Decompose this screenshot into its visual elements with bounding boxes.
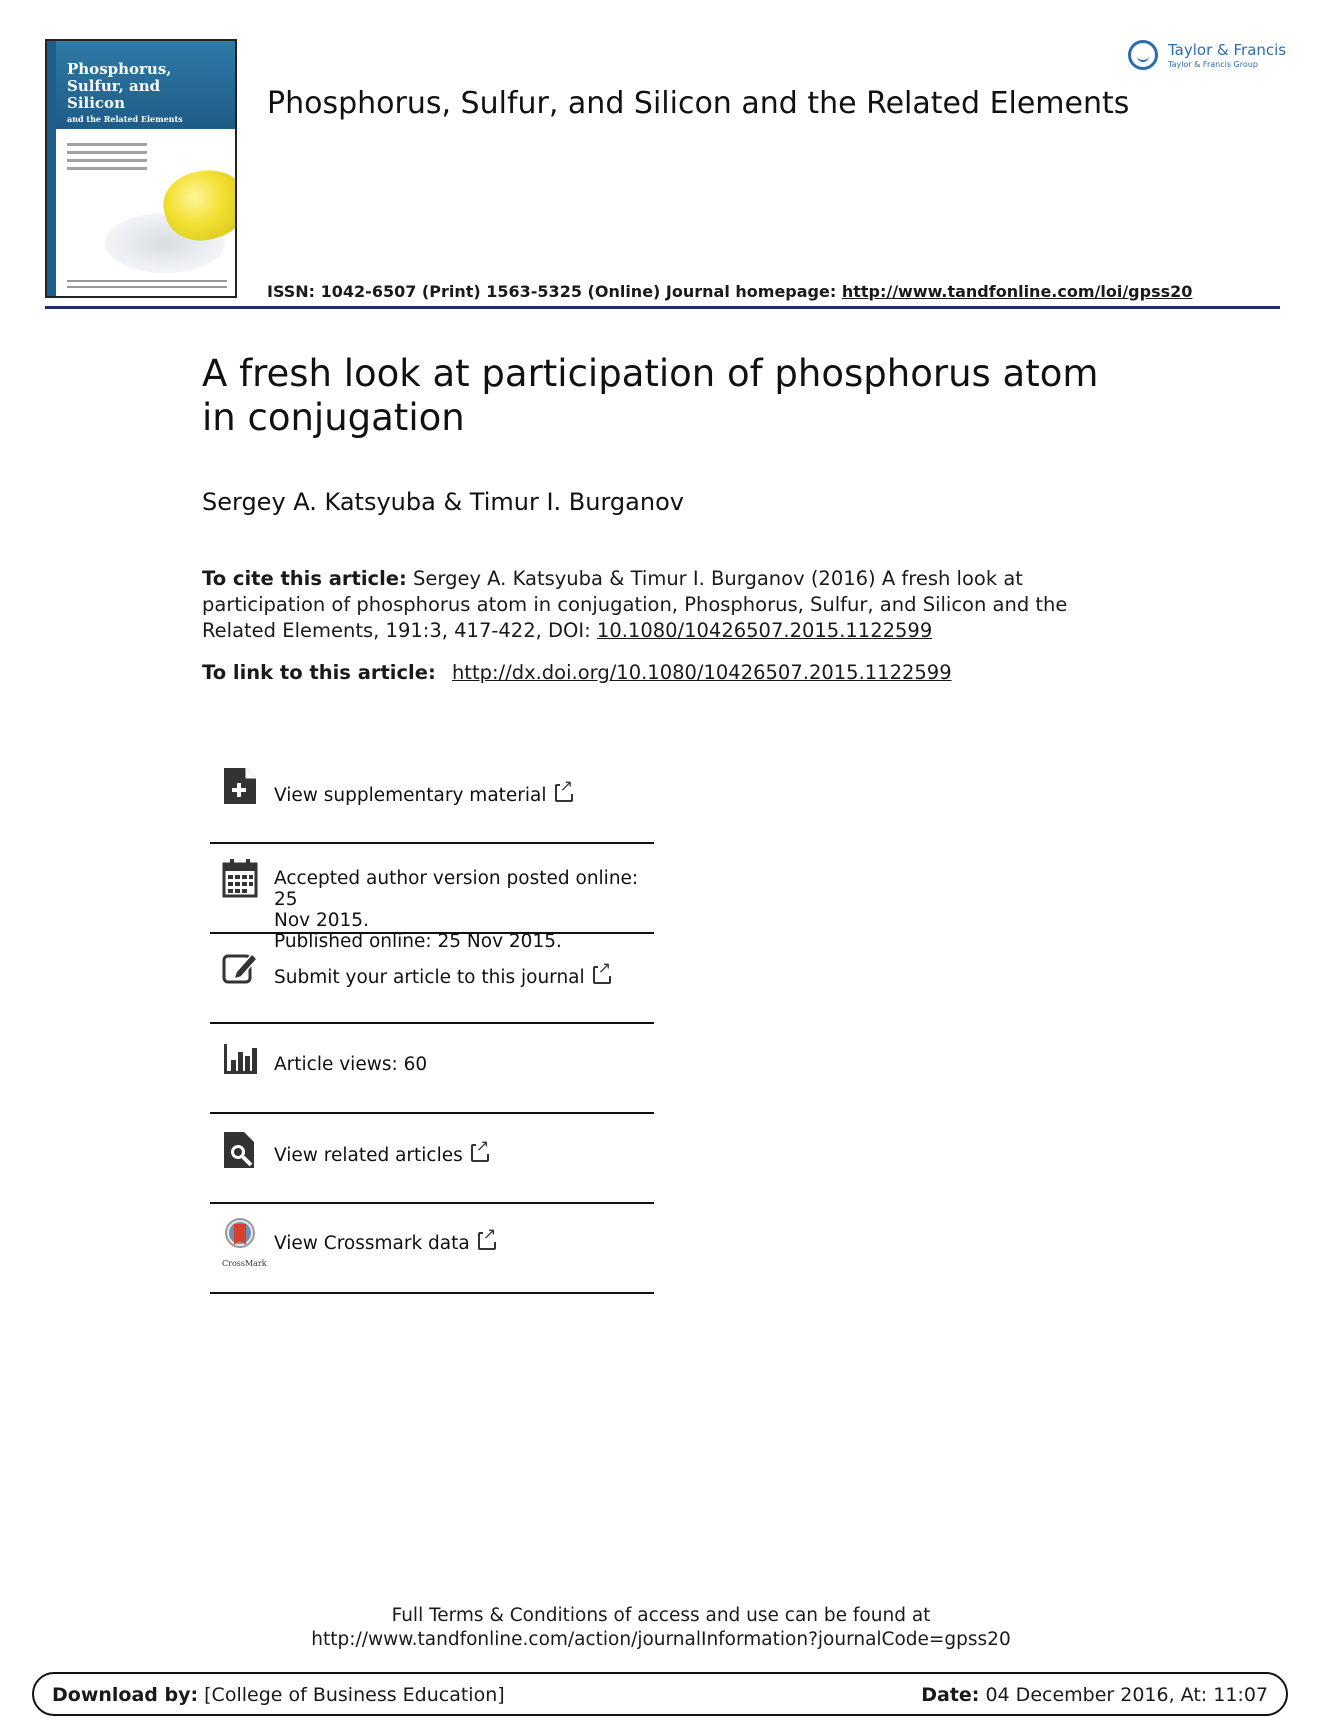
accepted-date-line-cont: Nov 2015. [274,910,369,931]
article-authors: Sergey A. Katsyuba & Timur I. Burganov [202,488,684,516]
journal-title: Phosphorus, Sulfur, and Silicon and the Related Elements [267,86,1130,121]
doi-link[interactable]: 10.1080/10426507.2015.1122599 [596,619,933,642]
cover-text-lines [67,143,147,175]
journal-cover-image [45,39,237,298]
download-label: Download by: [52,1684,199,1706]
cite-label: To cite this article: [202,567,407,590]
article-link-line [202,661,952,684]
submit-article-label: Submit your article to this journal↗ [274,966,611,988]
terms-line: Full Terms & Conditions of access and use can be found at [391,1605,931,1626]
taylor-francis-logo[interactable] [1128,38,1288,78]
date-label: Date: [921,1684,980,1706]
cover-title [67,61,172,112]
cover-footer-lines [67,276,227,288]
submit-article-item[interactable] [210,934,654,1024]
cite-text: Sergey A. Katsyuba & Timur I. Burganov (2016) A fresh look at participation of phosphorus atom in conjugation, Phosphorus, Sulfur, and Silicon and the Related Elements, 191:3, 417-422, DOI: [202,567,1068,642]
journal-homepage-link[interactable]: http://www.tandfonline.com/loi/gpss20 [841,282,1193,301]
search-document-icon [222,1130,258,1170]
header-rule [45,306,1280,309]
article-views-label: Article views: 60 [274,1054,428,1075]
link-label: To link to this article: [202,661,436,684]
date-value: 04 December 2016, At: 11:07 [985,1684,1268,1706]
issn-line [267,282,1192,301]
external-link-icon [593,966,611,984]
cover-title-line: Silicon [67,94,125,112]
publication-dates-item [210,844,654,952]
external-link-icon [471,1144,489,1162]
document-plus-icon [222,766,258,806]
calendar-icon [222,858,258,898]
edit-icon [222,948,258,988]
published-date-line: Published online: 25 Nov 2015. [274,931,562,952]
publisher-logo-icon [1128,40,1158,70]
citation-block [202,566,1132,644]
external-link-icon [478,1232,496,1250]
crossmark-item[interactable] [210,1204,654,1294]
cover-spine [47,41,56,296]
crossmark-label: View Crossmark data↗ [274,1232,496,1254]
external-link-icon [555,784,573,802]
terms-notice [0,1604,1322,1652]
download-value: [College of Business Education] [204,1684,505,1706]
download-info-bar [32,1672,1288,1716]
download-date [921,1684,1268,1706]
article-url-link[interactable]: http://dx.doi.org/10.1080/10426507.2015.1122599 [451,661,952,684]
accepted-date-line: Accepted author version posted online: 25 [274,868,639,910]
cover-title-line: Sulfur, and [67,77,161,95]
article-title: A fresh look at participation of phosphorus atom in conjugation [202,352,1099,439]
issn-text: ISSN: 1042-6507 (Print) 1563-5325 (Online) Journal homepage: [267,282,837,301]
cover-subtitle: and the Related Elements [67,114,183,124]
download-by [52,1684,505,1706]
crossmark-icon [222,1218,258,1258]
related-articles-label: View related articles↗ [274,1144,489,1166]
publisher-group: Taylor & Francis Group [1168,60,1258,69]
cover-title-line: Phosphorus, [67,60,172,78]
related-articles-item[interactable] [210,1114,654,1204]
supplementary-material-item[interactable] [210,760,654,844]
crossmark-badge-text: CrossMark [222,1259,267,1268]
article-views-item [210,1024,654,1114]
supplementary-material-label: View supplementary material↗ [274,784,573,806]
bar-chart-icon [222,1040,258,1080]
publisher-name: Taylor & Francis [1168,41,1287,59]
terms-url[interactable]: http://www.tandfonline.com/action/journalInformation?journalCode=gpss20 [311,1629,1011,1650]
